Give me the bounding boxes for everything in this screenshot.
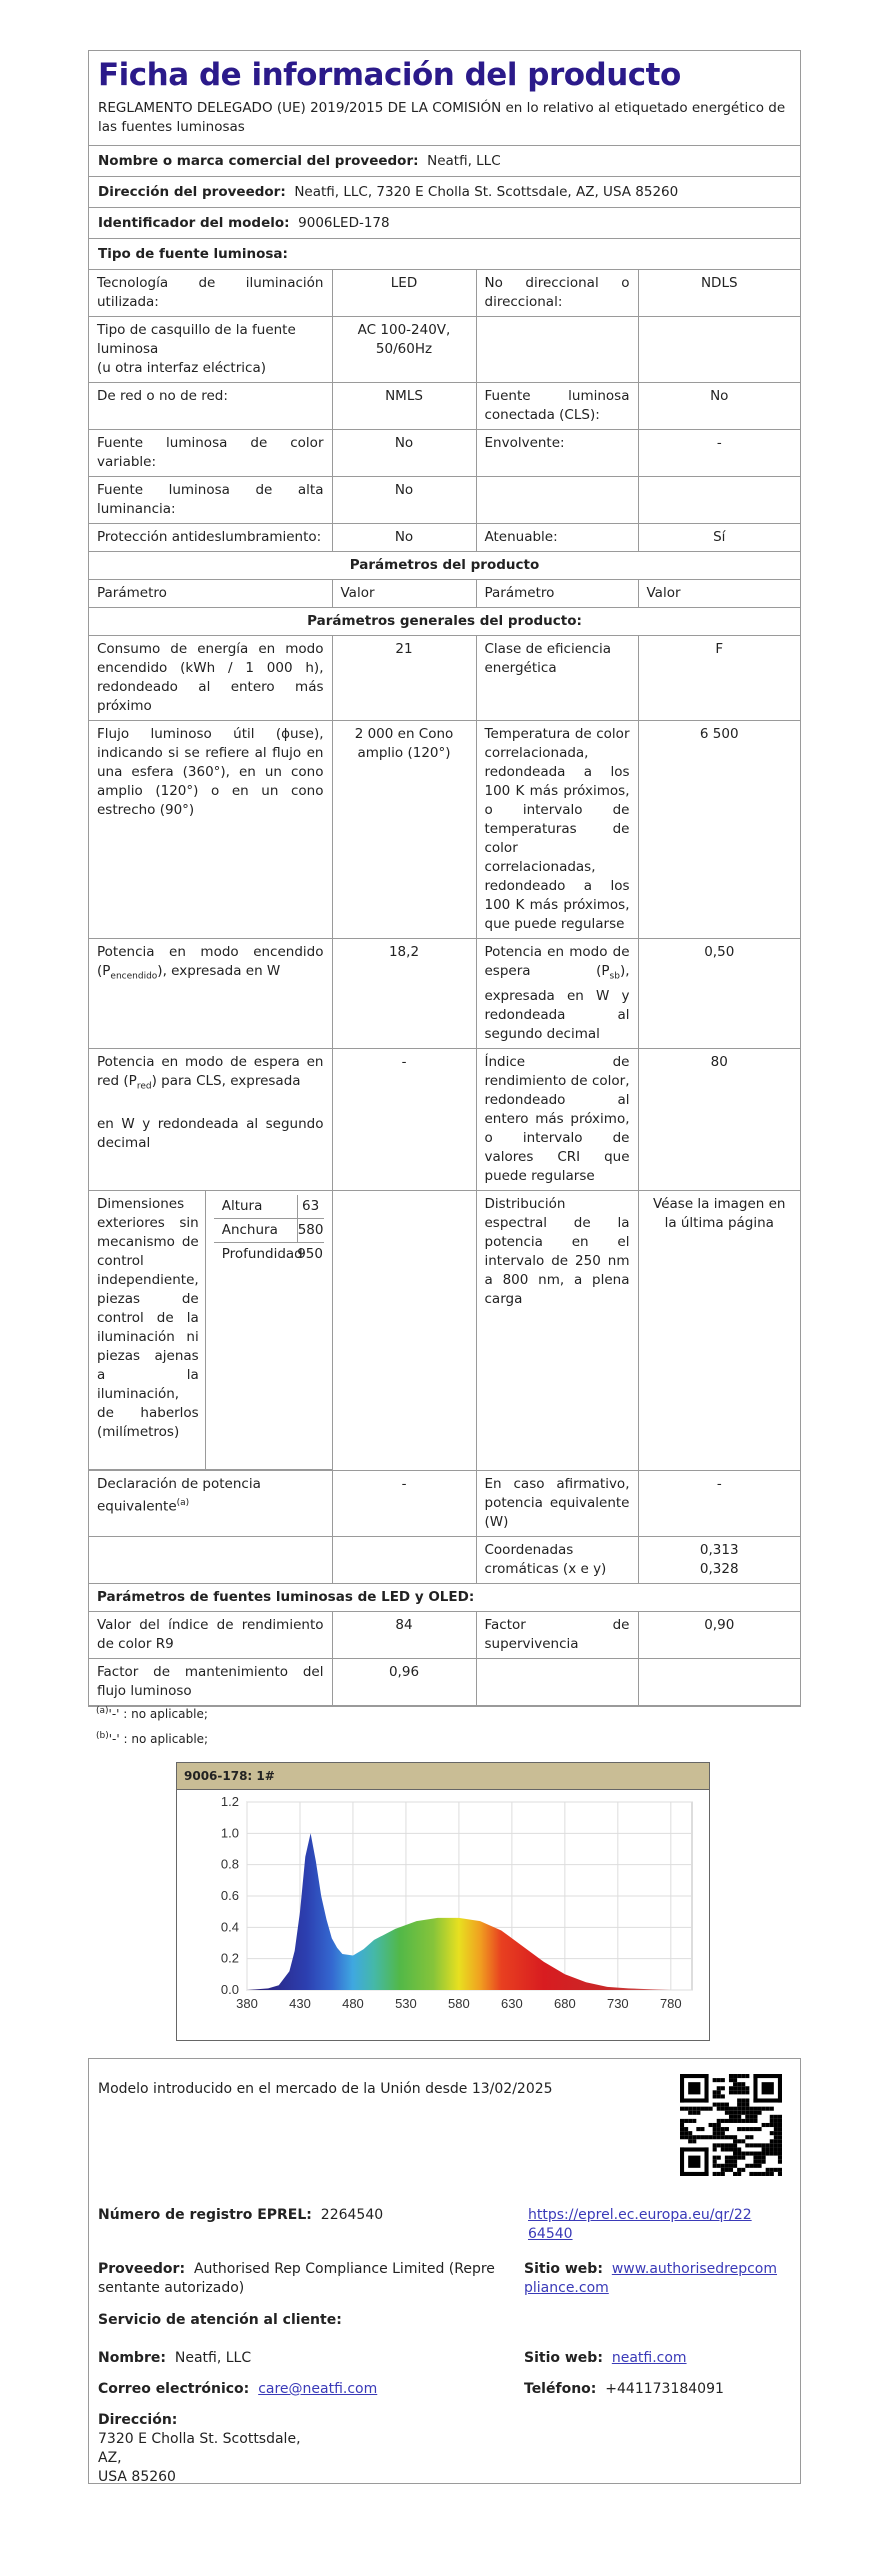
flux-label: Flujo luminoso útil (ɸuse), indicando si se refiere al flujo en una esfera (360°), en un cono amplio (120°) o en un cono estrecho (90°): [89, 721, 332, 939]
empty-cell: [476, 317, 638, 383]
flux-value: 2 000 en Cono amplio (120°): [332, 721, 476, 939]
led-params-title: Parámetros de fuentes luminosas de LED y OLED:: [89, 1583, 800, 1611]
supplier-name-label: Nombre o marca comercial del proveedor:: [98, 153, 419, 169]
table-row: [89, 1583, 800, 1611]
general-params-title: Parámetros generales del producto:: [89, 608, 800, 636]
standby-power-label: [476, 939, 638, 1049]
empty-cell: [332, 1536, 476, 1583]
eprel-row: [98, 2206, 383, 2225]
on-mode-power-label: [89, 939, 332, 1049]
web-link[interactable]: neatfi.com: [611, 2350, 687, 2366]
on-mode-power-sub: encendido: [110, 971, 158, 982]
dimensions-cell: [89, 1190, 332, 1470]
email-row: [98, 2380, 377, 2399]
footnote-b-mark: (b): [96, 1731, 109, 1741]
table-row: [89, 552, 800, 580]
footnotes: [96, 1700, 208, 1750]
on-mode-power-value: 18,2: [332, 939, 476, 1049]
efficiency-class-value: F: [638, 636, 800, 721]
model-id-label: Identificador del modelo:: [98, 215, 290, 231]
eprel-label: Número de registro EPREL:: [98, 2207, 312, 2223]
phone-value: +441173184091: [605, 2381, 724, 2397]
provider-row: [98, 2260, 498, 2298]
standby-power-text: Potencia en modo de espera (P: [484, 944, 630, 979]
energy-label: Consumo de energía en modo encendido (kWh / 1 000 h), redondeado al entero más próximo: [89, 636, 332, 721]
y-tick-label: 1.0: [220, 1825, 239, 1841]
spd-value: Véase la imagen en la última página: [638, 1190, 800, 1470]
email-link[interactable]: care@neatfi.com: [258, 2381, 378, 2397]
address-block: [98, 2411, 301, 2487]
width-label: Anchura: [221, 1221, 278, 1238]
parameters-table: [89, 270, 800, 1706]
supplier-address-value: Neatfi, LLC, 7320 E Cholla St. Scottsdale, AZ, USA 85260: [294, 184, 679, 200]
cap-label: Tipo de casquillo de la fuente luminosa: [97, 322, 296, 357]
standby-power-sub: sb: [609, 971, 620, 982]
col-param-header: Parámetro: [89, 580, 332, 608]
equivalent-power-value: -: [332, 1470, 476, 1536]
product-params-title: Parámetros del producto: [89, 552, 800, 580]
chromaticity-y: 0,328: [699, 1560, 739, 1577]
chromaticity-label: Coordenadas cromáticas (x e y): [476, 1536, 638, 1583]
cct-value: 6 500: [638, 721, 800, 939]
name-label: Nombre:: [98, 2350, 166, 2366]
width-row: [214, 1219, 324, 1243]
footnote-a-text: '-' : no aplicable;: [108, 1707, 208, 1721]
model-id-row: [89, 208, 800, 239]
eprel-info-box: [88, 2058, 801, 2484]
cap-label-cell: [89, 317, 332, 383]
table-row: [89, 939, 800, 1049]
supplier-address-row: [89, 177, 800, 208]
mains-value: NMLS: [332, 383, 476, 430]
lumen-maintenance-value: 0,96: [332, 1658, 476, 1705]
x-tick-label: 730: [606, 1996, 629, 2011]
page-title: Ficha de información del producto: [98, 57, 681, 93]
energy-value: 21: [332, 636, 476, 721]
provider-value-2: sentante autorizado): [98, 2280, 245, 2296]
dimmable-label: Atenuable:: [476, 524, 638, 552]
empty-cell: [476, 1658, 638, 1705]
qr-code-icon[interactable]: [680, 2074, 782, 2176]
x-tick-label: 480: [342, 1996, 364, 2011]
y-tick-label: 0.6: [220, 1888, 239, 1903]
spectrum-plot: [177, 1790, 709, 2040]
x-tick-label: 430: [289, 1996, 311, 2011]
network-standby-text-3: en W y redondeada al segundo decimal: [97, 1116, 324, 1152]
cri-label: Índice de rendimiento de color, redondeado al entero más próximo, o intervalo de valores CRI que puede regularse: [476, 1048, 638, 1190]
dimmable-value: Sí: [638, 524, 800, 552]
cls-value: No: [638, 383, 800, 430]
envelope-label: Envolvente:: [476, 430, 638, 477]
address-label: Dirección:: [98, 2412, 178, 2428]
empty-cell: [332, 1190, 476, 1470]
cap-value: AC 100-240V, 50/60Hz: [332, 317, 476, 383]
tech-value: LED: [332, 270, 476, 317]
web-row: [524, 2349, 687, 2368]
height-row: [214, 1195, 324, 1219]
table-row: [89, 1611, 800, 1658]
provider-site-row: [524, 2260, 777, 2298]
width-value: 580: [297, 1219, 324, 1242]
spd-label: Distribución espectral de la potencia en el intervalo de 250 nm a 800 nm, a plena carga: [476, 1190, 638, 1470]
high-luminance-value: No: [332, 477, 476, 524]
cct-label: Temperatura de color correlacionada, redondeada a los 100 K más próximos, o intervalo de temperaturas de color correlacionadas, redondeado a los 100 K más próximos, que puede regularse: [476, 721, 638, 939]
y-tick-label: 0.2: [220, 1950, 239, 1966]
address-line-3: USA 85260: [98, 2469, 176, 2485]
chromaticity-x: 0,313: [699, 1541, 739, 1558]
provider-site-link[interactable]: www.authorisedrepcom: [611, 2261, 778, 2277]
col-value-header-2: Valor: [638, 580, 800, 608]
regulation-subtitle: REGLAMENTO DELEGADO (UE) 2019/2015 DE LA COMISIÓN en lo relativo al etiquetado energético de las fuentes luminosas: [89, 95, 800, 146]
r9-value: 84: [332, 1611, 476, 1658]
table-row: [89, 608, 800, 636]
eprel-link-line-1[interactable]: https://eprel.ec.europa.eu/qr/22: [528, 2207, 752, 2223]
depth-value: 950: [297, 1245, 323, 1262]
provider-site-link-2[interactable]: pliance.com: [524, 2280, 609, 2296]
light-source-type-label: Tipo de fuente luminosa:: [98, 246, 288, 262]
x-tick-label: 680: [554, 1996, 576, 2011]
col-param-header-2: Parámetro: [476, 580, 638, 608]
table-row: [89, 580, 800, 608]
height-value: 63: [297, 1195, 324, 1218]
address-line-1: 7320 E Cholla St. Scottsdale,: [98, 2431, 301, 2447]
name-value: Neatfi, LLC: [174, 2350, 252, 2366]
height-label: Altura: [221, 1197, 263, 1214]
customer-service-text: Servicio de atención al cliente:: [98, 2312, 342, 2328]
y-tick-label: 1.2: [220, 1794, 239, 1809]
x-tick-label: 780: [659, 1996, 682, 2011]
eprel-link[interactable]: [528, 2206, 752, 2244]
glare-value: No: [332, 524, 476, 552]
name-row: [98, 2349, 251, 2368]
supplier-name-row: [89, 146, 800, 177]
empty-cell: [476, 477, 638, 524]
phone-label: Teléfono:: [524, 2381, 597, 2397]
equivalent-power-sup: (a): [176, 1497, 190, 1508]
depth-row: [214, 1243, 324, 1266]
depth-label: Profundidad: [221, 1245, 303, 1262]
equivalent-watts-value: -: [638, 1470, 800, 1536]
r9-label: Valor del índice de rendimiento de color R9: [89, 1611, 332, 1658]
survival-label: Factor de supervivencia: [476, 1611, 638, 1658]
table-row: [89, 317, 800, 383]
table-row: [89, 270, 800, 317]
network-standby-text-2: ) para CLS, expresada: [151, 1072, 301, 1089]
table-row: [89, 1658, 800, 1705]
footnote-a: [96, 1700, 208, 1725]
footnote-a-mark: (a): [96, 1706, 109, 1716]
spectrum-chart: [176, 1762, 710, 2041]
mains-label: De red o no de red:: [89, 383, 332, 430]
email-label: Correo electrónico:: [98, 2381, 250, 2397]
table-row: [89, 430, 800, 477]
dimensions-label: Dimensiones exteriores sin mecanismo de control independiente, piezas de control de la iluminación ni piezas ajenas a la iluminación, de haberlos (milímetros): [89, 1191, 205, 1470]
directional-label: No direccional o direccional:: [476, 270, 638, 317]
equivalent-power-label: [89, 1470, 332, 1536]
network-standby-label: [89, 1048, 332, 1190]
cls-label: Fuente luminosa conectada (CLS):: [476, 383, 638, 430]
table-row: [89, 477, 800, 524]
envelope-value: -: [638, 430, 800, 477]
supplier-name-value: Neatfi, LLC: [427, 153, 501, 169]
network-standby-text: Potencia en modo de espera en red (P: [97, 1053, 324, 1089]
tech-label: Tecnología de iluminación utilizada:: [89, 270, 332, 317]
on-mode-power-text-2: ), expresada en W: [157, 963, 281, 979]
eprel-value: 2264540: [320, 2207, 384, 2223]
table-row: [89, 1536, 800, 1583]
survival-value: 0,90: [638, 1611, 800, 1658]
cap-label-2: (u otra interfaz eléctrica): [97, 360, 266, 376]
table-row: [89, 1470, 800, 1536]
standby-power-text-2: ), expresada en W y redondeada al segundo decimal: [484, 963, 630, 1042]
footnote-b-text: '-' : no aplicable;: [108, 1732, 209, 1746]
y-tick-label: 0.8: [220, 1856, 239, 1872]
supplier-address-label: Dirección del proveedor:: [98, 184, 286, 200]
web-label: Sitio web:: [524, 2350, 603, 2366]
provider-value: Authorised Rep Compliance Limited (Repre: [193, 2261, 495, 2277]
product-info-sheet: [88, 50, 801, 1707]
empty-cell: [89, 1536, 332, 1583]
table-row: [89, 1190, 800, 1470]
equivalent-power-text: Declaración de potencia equivalente: [97, 1475, 261, 1515]
x-tick-label: 580: [448, 1996, 470, 2011]
x-tick-label: 530: [395, 1996, 417, 2011]
eprel-link-line-2[interactable]: 64540: [528, 2226, 573, 2242]
table-row: [89, 1048, 800, 1190]
efficiency-class-label: Clase de eficiencia energética: [476, 636, 638, 721]
chromaticity-value: [638, 1536, 800, 1583]
dimensions-values: [205, 1191, 331, 1470]
lumen-maintenance-label: Factor de mantenimiento del flujo luminoso: [89, 1658, 332, 1705]
directional-value: NDLS: [638, 270, 800, 317]
table-row: [89, 383, 800, 430]
dimensions-subtable: [89, 1191, 332, 1470]
empty-cell: [638, 317, 800, 383]
customer-service-label: [98, 2311, 342, 2330]
network-standby-sub: red: [136, 1081, 152, 1092]
equivalent-watts-label: En caso afirmativo, potencia equivalente (W): [476, 1470, 638, 1536]
empty-cell: [638, 477, 800, 524]
glare-label: Protección antideslumbramiento:: [89, 524, 332, 552]
address-line-2: AZ,: [98, 2450, 122, 2466]
on-mode-power-text: Potencia en modo encendido (P: [97, 944, 324, 979]
y-tick-label: 0.4: [220, 1919, 239, 1935]
colour-value: No: [332, 430, 476, 477]
x-tick-label: 630: [501, 1996, 523, 2011]
cri-value: 80: [638, 1048, 800, 1190]
table-row: [89, 721, 800, 939]
provider-site-label: Sitio web:: [524, 2261, 603, 2277]
table-row: [89, 524, 800, 552]
empty-cell: [638, 1658, 800, 1705]
provider-label: Proveedor:: [98, 2261, 186, 2277]
y-tick-label: 0.0: [220, 1982, 239, 1997]
phone-row: [524, 2380, 724, 2399]
chart-title: 9006-178: 1#: [177, 1763, 709, 1790]
col-value-header: Valor: [332, 580, 476, 608]
high-luminance-label: Fuente luminosa de alta luminancia:: [89, 477, 332, 524]
table-row: [89, 636, 800, 721]
light-source-type-row: [89, 239, 800, 270]
model-id-value: 9006LED-178: [298, 215, 390, 231]
standby-power-value: 0,50: [638, 939, 800, 1049]
footnote-b: [96, 1725, 208, 1750]
x-tick-label: 380: [236, 1996, 258, 2011]
network-standby-value: -: [332, 1048, 476, 1190]
market-date-text: Modelo introducido en el mercado de la Unión desde 13/02/2025: [98, 2081, 553, 2097]
colour-label: Fuente luminosa de color variable:: [89, 430, 332, 477]
